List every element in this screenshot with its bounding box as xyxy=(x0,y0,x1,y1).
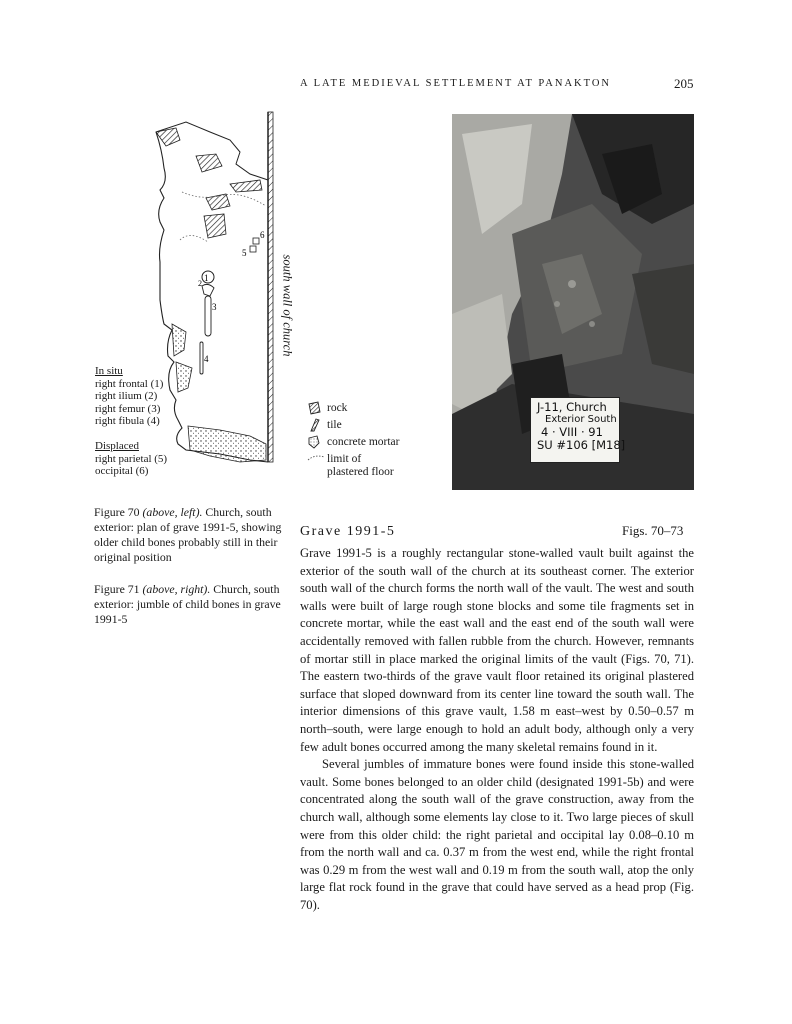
legend-in-situ-heading: In situ xyxy=(95,365,123,377)
mortar-swatch xyxy=(307,435,321,449)
key-row-floor xyxy=(307,451,437,481)
legend-item: right fibula (4) xyxy=(95,415,160,428)
board-line: Exterior South xyxy=(545,413,617,425)
bone-number-4: 4 xyxy=(204,354,209,364)
context-board xyxy=(530,397,626,463)
board-line: SU #106 [M18] xyxy=(537,437,626,452)
paragraph: Grave 1991-5 is a roughly rectangular stone-walled vault built against the exterior of the south wall of the church at its southeast corner. The exterior south wall of the church forms the north wall of the vault. The west and south walls were built of large rough stone blocks and some tile fragments set in concrete mortar, while the east wall and the east end of the south wall were accidentally removed with fallen rubble from the church. However, remnants of mortar still in place marked the original limits of the vault (Figs. 70, 71). The eastern two-thirds of the grave vault floor retained its original plastered surface that sloped downward from its center line toward the south wall. The interior dimensions of this grave vault, 1.58 m east–west by 0.50–0.57 m north–south, were large enough to hold an adult body, although only a very few adult bones occurred among the many skeletal remains found in it. xyxy=(300,546,694,754)
bone-number-6: 6 xyxy=(260,230,265,240)
tile-swatch xyxy=(307,418,321,432)
key-label-mortar: concrete mortar xyxy=(327,436,400,448)
board-line: 4 · VIII · 91 xyxy=(541,425,603,439)
bone-3-femur xyxy=(205,296,211,336)
section-figure-reference: Figs. 70–73 xyxy=(622,523,684,538)
running-head: A LATE MEDIEVAL SETTLEMENT AT PANAKTON xyxy=(300,78,611,89)
legend-item: right parietal (5) xyxy=(95,452,168,465)
rock xyxy=(196,154,222,172)
wall-label: south wall of church xyxy=(280,254,295,357)
board-line: J-11, Church xyxy=(537,400,607,414)
legend-in-situ xyxy=(95,365,163,428)
key-row-rock xyxy=(307,400,437,417)
rock-swatch xyxy=(307,401,321,415)
body-text xyxy=(300,545,694,914)
key-row-tile xyxy=(307,417,437,434)
mortar xyxy=(172,324,186,356)
key-label-rock: rock xyxy=(327,402,348,414)
legend-item: occipital (6) xyxy=(95,465,149,478)
rock xyxy=(204,214,226,238)
figure-70-caption: Figure 70 (above, left). Church, south exterior: plan of grave 1991-5, showing older child bones probably still in their original position xyxy=(94,505,282,564)
symbol-key xyxy=(307,400,437,481)
figure-71-photo xyxy=(452,114,694,490)
bone-number-3: 3 xyxy=(212,302,217,312)
key-label-floor: limit of plastered floor xyxy=(327,453,394,478)
figure-70-plan xyxy=(90,110,290,490)
church-wall xyxy=(268,112,273,462)
bone-6-occipital xyxy=(253,238,259,244)
bone-5-parietal xyxy=(250,246,256,252)
key-row-mortar xyxy=(307,434,437,451)
bone-number-1: 1 xyxy=(204,273,209,283)
legend-displaced-heading: Displaced xyxy=(95,440,139,452)
bone-number-5: 5 xyxy=(242,248,247,258)
figure-71-caption: Figure 71 (above, right). Church, south exterior: jumble of child bones in grave 1991-5 xyxy=(94,582,281,626)
grave-plan-drawing xyxy=(90,110,290,490)
page-number: 205 xyxy=(674,76,694,91)
legend-item: right frontal (1) xyxy=(95,377,164,390)
rock xyxy=(230,180,262,192)
legend-item: right femur (3) xyxy=(95,402,161,415)
legend-item: right ilium (2) xyxy=(95,390,158,403)
rock xyxy=(206,194,230,210)
bone-2-ilium xyxy=(202,284,214,296)
mortar xyxy=(176,362,192,392)
paragraph: Several jumbles of immature bones were found inside this stone-walled vault. Some bones belonged to an older child (designated 1991-5b) and were concentrated along the south wall of the grave construction, away from the church wall, although some elements lay close to it. Two large pieces of skull were from this older child: the right parietal and occipital lay 0.08–0.10 m from the north wall and ca. 0.37 m from the west end, while the right frontal was 0.29 m from the west wall and 0.19 m from the south wall, atop the only large flat rock found in the grave that could have served as a head prop (Fig. 70). xyxy=(300,757,694,912)
floor-limit-swatch xyxy=(307,452,325,462)
mortar xyxy=(188,426,266,462)
section-heading: Grave 1991-5 xyxy=(300,524,396,539)
bone-number-2: 2 xyxy=(198,279,202,288)
key-label-tile: tile xyxy=(327,419,342,431)
bone-4-fibula xyxy=(200,342,203,374)
legend-displaced xyxy=(95,440,167,478)
